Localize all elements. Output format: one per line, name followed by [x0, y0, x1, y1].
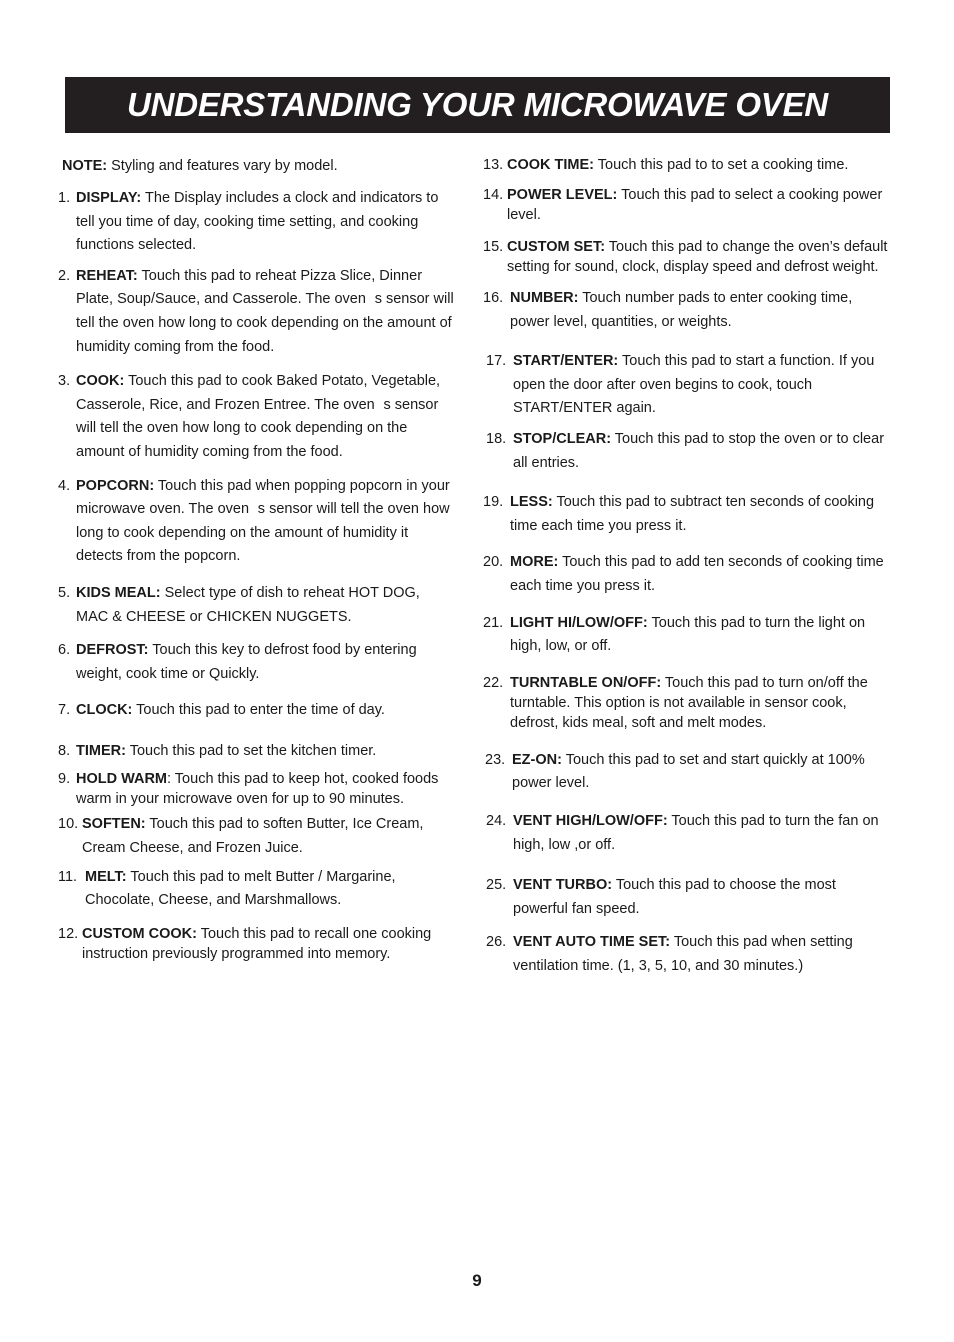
item-text: The Display includes a clock and indicators to tell you time of day, cooking time setting, and cooking functions selected. — [76, 190, 439, 254]
item-number: 15. — [483, 239, 504, 255]
note-text: Styling and features vary by model. — [107, 158, 338, 174]
item-number: 20. — [483, 554, 504, 571]
item-number: 5. — [58, 584, 71, 601]
item-number: 21. — [483, 614, 504, 631]
item-label: HOLD WARM — [76, 771, 168, 788]
item-number: 11. — [58, 868, 78, 885]
list-item-start-enter — [483, 350, 893, 421]
list-item-custom-cook — [58, 924, 454, 964]
item-text: Touch this pad when popping popcorn in your microwave oven. The ovens sensor will tell the oven how long to cook depending on the amount of humidity it detects from the popcorn. — [76, 477, 450, 565]
page-title: UNDERSTANDING YOUR MICROWAVE OVEN — [126, 86, 829, 123]
list-item-soften — [58, 813, 454, 860]
item-label: TIMER: — [76, 742, 126, 759]
item-text: Touch this pad to set and start quickly at 100% power level. — [512, 751, 865, 792]
item-number: 4. — [58, 477, 71, 494]
item-label: COOK: — [76, 373, 125, 390]
item-text: Touch this pad when setting ventilation time. (1, 3, 5, 10, and 30 minutes.) — [513, 934, 853, 974]
list-item-hold-warm — [58, 769, 454, 809]
list-item-timer — [58, 740, 454, 764]
item-label: START/ENTER: — [513, 353, 619, 370]
item-label: KIDS MEAL: — [76, 584, 161, 601]
item-label: POWER LEVEL: — [507, 187, 618, 203]
item-label: NUMBER: — [510, 290, 579, 306]
item-label: STOP/CLEAR: — [513, 430, 612, 447]
item-label: MORE: — [510, 554, 559, 571]
item-label: DISPLAY: — [76, 190, 142, 206]
list-item-less — [483, 491, 893, 538]
left-column — [58, 154, 454, 964]
item-text: : Touch this pad to keep hot, cooked foods warm in your microwave oven for up to 90 minutes. — [76, 771, 439, 808]
item-number: 6. — [58, 642, 71, 659]
title-banner — [65, 77, 890, 133]
item-number: 24. — [486, 812, 507, 829]
item-label: LIGHT HI/LOW/OFF: — [510, 614, 648, 631]
item-text: Touch number pads to enter cooking time, power level, quantities, or weights. — [510, 290, 853, 330]
item-text: Touch this pad to subtract ten seconds of cooking time each time you press it. — [510, 494, 875, 534]
item-label: COOK TIME: — [507, 157, 594, 173]
item-text: Touch this pad to turn on/off the turntable. This option is not available in sensor cook, defrost, kids meal, soft and melt modes. — [510, 674, 868, 731]
item-number: 25. — [486, 877, 507, 894]
item-text: Touch this pad to add ten seconds of cooking time each time you press it. — [510, 554, 884, 594]
item-text: Touch this pad to turn the light on high, low, or off. — [510, 614, 866, 655]
item-label: LESS: — [510, 494, 553, 511]
item-number: 2. — [58, 267, 71, 284]
note-label: NOTE: — [62, 158, 108, 174]
list-item-power-level — [483, 185, 893, 225]
item-label: TURNTABLE ON/OFF: — [510, 674, 662, 691]
item-text: Touch this pad to soften Butter, Ice Cream, Cream Cheese, and Frozen Juice. — [82, 816, 424, 857]
item-label: DEFROST: — [76, 642, 149, 659]
list-item-vent-auto-time-set — [483, 931, 893, 978]
item-text: Touch this pad to start a function. If you open the door after oven begins to cook, touch START/ENTER again. — [513, 353, 875, 417]
item-label: VENT HIGH/LOW/OFF: — [513, 812, 668, 829]
item-number: 13. — [483, 157, 504, 173]
item-label: CUSTOM COOK: — [82, 925, 197, 942]
page-number: 9 — [472, 1271, 482, 1290]
item-number: 22. — [483, 674, 504, 691]
item-number: 26. — [486, 934, 507, 951]
list-item-popcorn — [58, 475, 454, 569]
item-text: Touch this pad to stop the oven or to clear all entries. — [513, 430, 885, 471]
note — [62, 154, 454, 178]
item-number: 19. — [483, 494, 504, 511]
item-text: Touch this pad to enter the time of day. — [132, 702, 385, 719]
list-item-melt — [58, 866, 454, 913]
item-text: Touch this pad to change the oven’s default setting for sound, clock, display speed and defrost weight. — [507, 239, 888, 275]
item-text: Touch this pad to select a cooking power level. — [507, 187, 883, 223]
item-label: CUSTOM SET: — [507, 239, 606, 255]
item-number: 23. — [485, 751, 506, 768]
list-item-number — [483, 287, 893, 334]
item-number: 7. — [58, 702, 71, 719]
list-item-cook-time — [483, 154, 893, 176]
item-label: VENT TURBO: — [513, 877, 613, 894]
list-item-more — [483, 551, 893, 598]
item-number: 17. — [486, 353, 507, 370]
list-item-clock — [58, 699, 454, 723]
item-text: Select type of dish to reheat HOT DOG, MAC & CHEESE or CHICKEN NUGGETS. — [76, 584, 420, 625]
item-text: Touch this pad to to set a cooking time. — [594, 157, 849, 173]
list-item-cook — [58, 370, 454, 464]
item-number: 14. — [483, 187, 504, 203]
list-item-reheat — [58, 265, 454, 359]
item-text: Touch this pad to melt Butter / Margarine, Chocolate, Cheese, and Marshmallows. — [85, 868, 396, 909]
list-item-display — [58, 187, 454, 258]
item-text: Touch this pad to reheat Pizza Slice, Dinner Plate, Soup/Sauce, and Casserole. The ovens sensor will tell the oven how long to cook depending on the amount of humidity coming from the food. — [76, 267, 454, 355]
item-number: 10. — [58, 816, 79, 833]
item-label: MELT: — [85, 868, 127, 885]
list-item-turntable — [483, 673, 893, 733]
item-label: SOFTEN: — [82, 816, 146, 833]
item-text: Touch this pad to recall one cooking instruction previously programmed into memory. — [82, 925, 432, 962]
list-item-defrost — [58, 639, 454, 686]
item-number: 18. — [486, 430, 507, 447]
item-text: Touch this pad to turn the fan on high, low ,or off. — [513, 812, 879, 853]
list-item-custom-set — [483, 237, 893, 277]
item-text: Touch this pad to choose the most powerful fan speed. — [513, 877, 836, 917]
item-text: Touch this pad to set the kitchen timer. — [125, 742, 377, 759]
list-item-light — [483, 612, 893, 659]
item-number: 9. — [58, 771, 71, 788]
item-label: REHEAT: — [76, 267, 138, 284]
item-label: VENT AUTO TIME SET: — [513, 934, 671, 951]
list-item-kids-meal — [58, 582, 454, 629]
list-item-stop-clear — [483, 428, 893, 475]
item-text: Touch this pad to cook Baked Potato, Vegetable, Casserole, Rice, and Frozen Entree. The ovens sensor will tell the oven how long to cook depending on the amount of humidity coming from the food. — [76, 373, 441, 460]
item-label: CLOCK: — [76, 702, 133, 719]
item-text: Touch this key to defrost food by entering weight, cook time or Quickly. — [76, 642, 417, 682]
right-column — [483, 154, 893, 978]
item-number: 3. — [58, 373, 71, 390]
list-item-vent-turbo — [483, 874, 893, 921]
item-label: EZ-ON: — [512, 751, 562, 768]
item-number: 1. — [58, 190, 71, 206]
list-item-vent-high-low-off — [483, 810, 893, 857]
item-label: POPCORN: — [76, 477, 155, 494]
list-item-ez-on — [483, 749, 893, 796]
item-number: 16. — [483, 290, 504, 306]
item-number: 12. — [58, 925, 79, 942]
item-number: 8. — [58, 742, 71, 759]
